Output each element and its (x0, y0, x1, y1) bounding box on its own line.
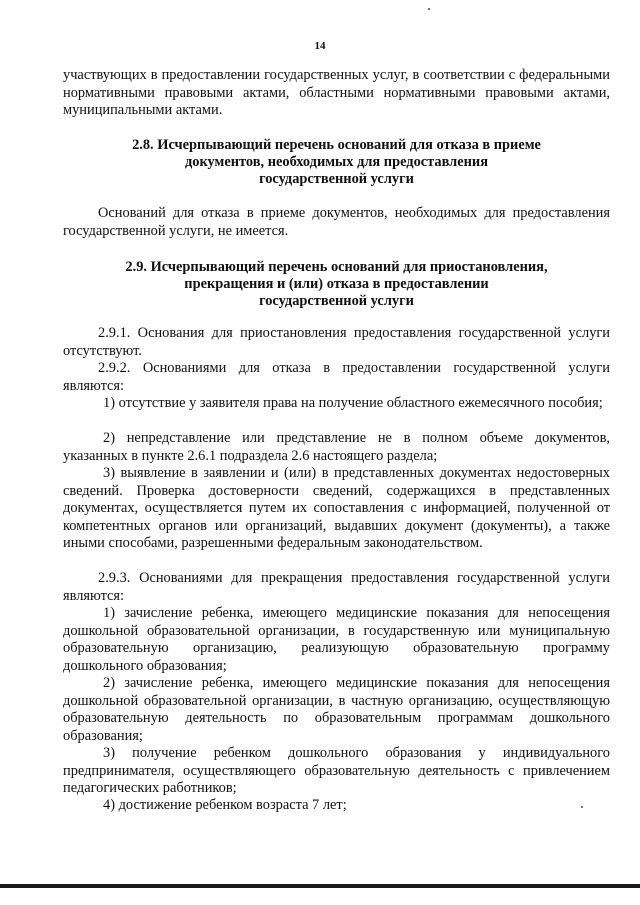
heading-line: прекращения и (или) отказа в предоставлении (184, 276, 489, 292)
heading-line: государственной услуги (259, 171, 414, 187)
heading-line: 2.9. Исчерпывающий перечень оснований для приостановления, (125, 259, 548, 275)
heading-line: документов, необходимых для предоставления (184, 154, 489, 170)
termination-item: 2) зачисление ребенка, имеющего медицинские показания для непосещения дошкольной образовательной организации, в частную организацию, осуществляющую образовательную деятельность по образовательным программам дошкольного образования; (63, 675, 610, 744)
refusal-item: 3) выявление в заявлении и (или) в представленных документах недостоверных сведений. Проверка достоверности сведений, содержащихся в представленных документах, осуществляется путем их сопоставления с информацией, полученной от компетентных органов или организаций, выдавших документ (документы), а также иными способами, разрешенными федеральным законодательством. (63, 465, 610, 551)
termination-item: 1) зачисление ребенка, имеющего медицинские показания для непосещения дошкольной образовательной организации, в государственную или муниципальную образовательную организацию, реализующую образовательную программу дошкольного образования; (63, 605, 610, 674)
section-2-9-heading (63, 259, 610, 310)
paragraph-2-9-3: 2.9.3. Основаниями для прекращения предоставления государственной услуги являются: (63, 570, 610, 604)
paragraph-2-9-1: 2.9.1. Основания для приостановления предоставления государственной услуги отсутствуют. (63, 325, 610, 359)
intro-paragraph: участвующих в предоставлении государственных услуг, в соответствии с федеральными нормативными правовыми актами, областными нормативными правовыми актами, муниципальными актами. (63, 67, 610, 118)
heading-line: государственной услуги (259, 293, 414, 309)
section-2-8-body: Оснований для отказа в приеме документов, необходимых для предоставления государственной услуги, не имеется. (63, 205, 610, 239)
page-number: 14 (314, 40, 326, 52)
scan-speck (581, 806, 583, 808)
termination-item: 3) получение ребенком дошкольного образования у индивидуального предпринимателя, осуществляющего образовательную деятельность с привлечением педагогических работников; (63, 745, 610, 796)
scan-speck (428, 8, 430, 10)
paragraph-2-9-2: 2.9.2. Основаниями для отказа в предоставлении государственной услуги являются: (63, 360, 610, 394)
refusal-item: 1) отсутствие у заявителя права на получение областного ежемесячного пособия; (103, 395, 603, 411)
section-2-8-heading (63, 137, 610, 188)
heading-line: 2.8. Исчерпывающий перечень оснований для отказа в приеме (132, 137, 541, 153)
termination-item: 4) достижение ребенком возраста 7 лет; (103, 797, 347, 813)
scan-edge-line (0, 884, 640, 888)
refusal-item: 2) непредставление или представление не в полном объеме документов, указанных в пункте 2.6.1 подраздела 2.6 настоящего раздела; (63, 430, 610, 464)
